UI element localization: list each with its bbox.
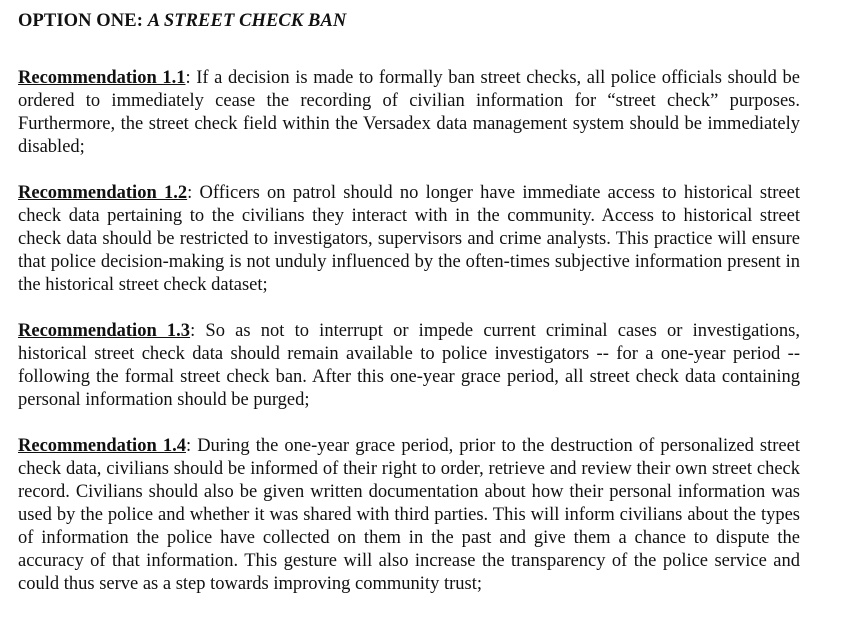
document-page — [18, 10, 800, 596]
option-heading-title: A STREET CHECK BAN — [147, 11, 347, 31]
recommendation-separator: : — [187, 183, 193, 203]
recommendation-separator: : — [185, 68, 191, 88]
recommendation-label: Recommendation 1.1 — [18, 68, 186, 88]
recommendation-text: During the one-year grace period, prior to the destruction of personalized street check data, civilians should be informed of their right to order, retrieve and review their own street check record. Civilians should also be given written documentation about how their personal information was used by the police and whether it was shared with third parties. This will inform civilians about the types of information the police have collected on them in the past and give them a chance to dispute the accuracy of that information. This gesture will also increase the transparency of the police service and could thus serve as a step towards improving community trust; — [18, 436, 800, 594]
recommendation-label: Recommendation 1.4 — [18, 436, 186, 456]
option-heading-prefix: OPTION ONE: — [18, 11, 148, 31]
recommendation-text: If a decision is made to formally ban street checks, all police officials should be ordered to immediately cease the recording of civilian information for “street check” purposes. Furthermore, the street check field within the Versadex data management system should be immediately disabled; — [18, 68, 801, 157]
recommendation-1-4 — [18, 435, 800, 596]
recommendation-1-1 — [18, 67, 800, 159]
recommendation-text: Officers on patrol should no longer have immediate access to historical street check data pertaining to the civilians they interact with in the community. Access to historical street check data should be restricted to investigators, supervisors and crime analysts. This practice will ensure that police decision-making is not unduly influenced by the often-times subjective information present in the historical street check dataset; — [18, 183, 800, 295]
recommendation-separator: : — [190, 321, 196, 341]
recommendation-label: Recommendation 1.3 — [18, 321, 191, 341]
recommendation-label: Recommendation 1.2 — [18, 183, 188, 203]
recommendation-separator: : — [185, 436, 192, 456]
recommendation-1-3 — [18, 320, 800, 412]
recommendation-1-2 — [18, 182, 800, 297]
recommendation-text: So as not to interrupt or impede current criminal cases or investigations, historical street check data should remain available to police investigators -- for a one-year period -- following the formal street check ban. After this one-year grace period, all street check data containing personal information should be purged; — [18, 321, 800, 410]
option-heading — [18, 10, 800, 33]
